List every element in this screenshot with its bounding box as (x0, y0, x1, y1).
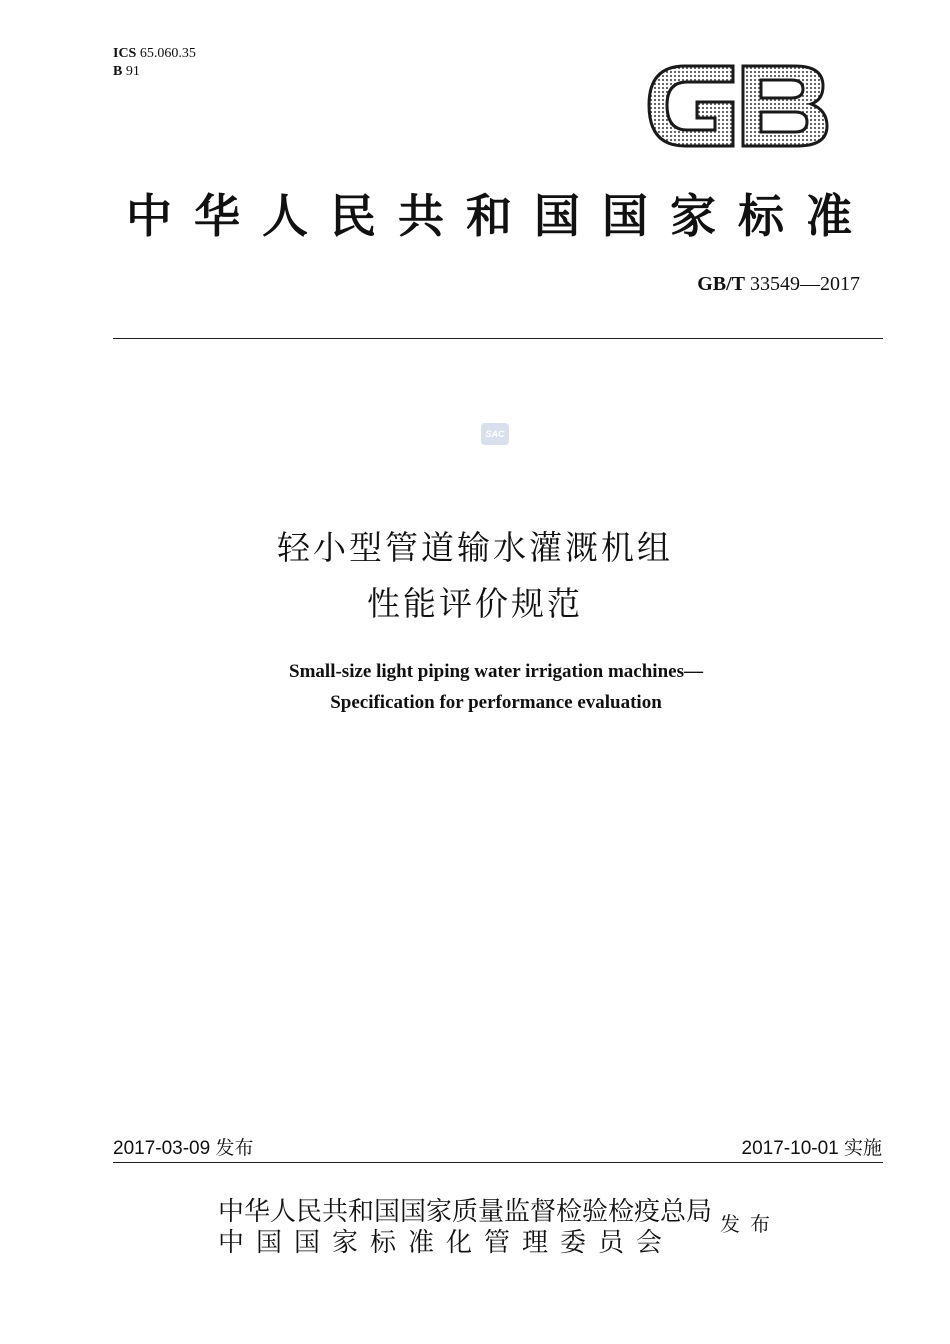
standard-number (697, 273, 860, 296)
gb-logo (645, 58, 830, 153)
ccs-label: B (113, 64, 123, 79)
ics-label: ICS (113, 46, 137, 61)
chinese-title-line-2: 性能评价规范 (367, 584, 583, 623)
ics-value: 65.060.35 (139, 46, 196, 61)
standard-type-title: 中华人民共和国国家标准 (126, 189, 874, 243)
chinese-title-line-1: 轻小型管道输水灌溉机组 (277, 528, 673, 567)
issue-date: 2017-03-09 发布 (113, 1138, 254, 1159)
implementation-date: 2017-10-01 实施 (741, 1138, 882, 1159)
gb-logo-graphic (645, 58, 830, 153)
ccs-value: 91 (125, 64, 140, 79)
english-title-line-2: Specification for performance evaluation (330, 692, 662, 713)
release-label: 发布 (720, 1212, 780, 1236)
ics-code (113, 45, 196, 63)
sac-watermark-logo: SAC (481, 423, 509, 445)
bottom-divider (113, 1162, 883, 1163)
ccs-code (113, 63, 140, 81)
standard-number-value: 33549—2017 (750, 273, 860, 295)
issuer-sac: 中国国家标准化管理委员会 (218, 1228, 675, 1258)
top-divider (113, 338, 883, 339)
issuer-aqsiq: 中华人民共和国国家质量监督检验检疫总局 (218, 1197, 713, 1227)
english-title-line-1: Small-size light piping water irrigation machines— (289, 661, 703, 682)
standard-number-prefix: GB/T (697, 273, 745, 295)
